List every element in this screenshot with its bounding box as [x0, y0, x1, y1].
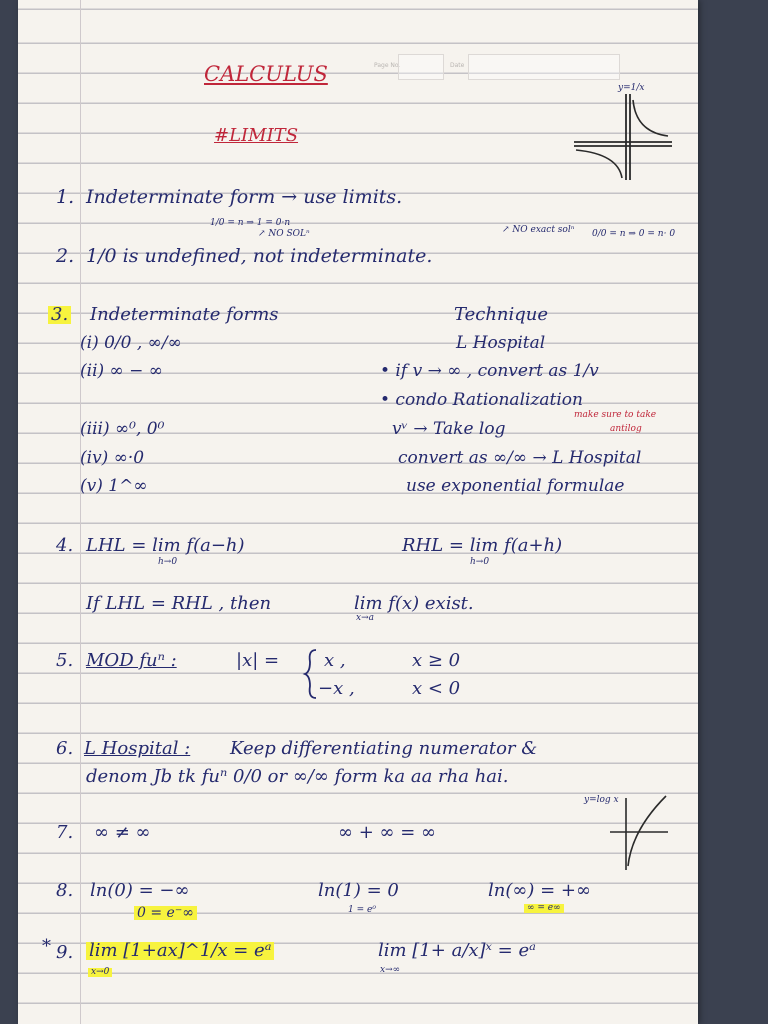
notebook-page: [18, 0, 698, 1024]
rhl-formula: RHL = lim f(a+h): [402, 535, 563, 556]
item-8-number: 8.: [56, 880, 74, 901]
page-title: CALCULUS: [204, 62, 328, 86]
limit-condition-sub: x→a: [356, 613, 374, 623]
technique-6: use exponential formulae: [406, 476, 625, 496]
mod-case-2: −x ,: [318, 678, 355, 699]
item-1-text: Indeterminate form → use limits.: [86, 186, 403, 208]
item-6-number: 6.: [56, 738, 74, 759]
margin-line: [80, 0, 81, 1024]
technique-2: • if v → ∞ , convert as 1/v: [380, 361, 599, 381]
item-9-number: 9.: [56, 942, 74, 963]
item-6-line-2: denom Jb tk fuⁿ 0/0 or ∞/∞ form ka aa rha hai.: [86, 766, 509, 787]
date-label: Date: [450, 62, 465, 69]
form-3: (iii) ∞⁰, 0⁰: [80, 419, 165, 439]
page-no-box: [398, 54, 444, 80]
date-box: [468, 54, 620, 80]
item-7-b: ∞ + ∞ = ∞: [338, 822, 437, 843]
item-2-note-far: 0/0 = n ⇒ 0 = n· 0: [592, 229, 676, 239]
lhl-formula: LHL = lim f(a−h): [86, 535, 245, 556]
page-no-label: Page No.: [374, 62, 401, 69]
mod-function-label: MOD fuⁿ :: [86, 650, 177, 671]
form-2: (ii) ∞ − ∞: [80, 361, 163, 381]
graph-label-reciprocal: y=1/x: [618, 83, 645, 93]
limit-formula-1: lim [1+ax]^1/x = eᵃ: [86, 942, 274, 960]
mod-case-1: x ,: [324, 650, 346, 671]
limit-condition-a: If LHL = RHL , then: [86, 593, 272, 614]
red-note-1: make sure to take: [574, 410, 657, 420]
ln-zero: ln(0) = −∞: [90, 880, 190, 901]
item-3-number: 3.: [48, 306, 71, 324]
graph-label-log: y=log x: [584, 795, 619, 805]
item-4-number: 4.: [56, 535, 74, 556]
item-2-number: 2.: [56, 245, 75, 267]
technique-1: L Hospital: [456, 333, 546, 353]
lhospital-label: L Hospital :: [84, 738, 191, 759]
technique-4: vᵛ → Take log: [392, 419, 506, 439]
star-mark: *: [42, 936, 51, 957]
item-7-number: 7.: [56, 822, 74, 843]
ln-one: ln(1) = 0: [318, 880, 399, 901]
form-4: (iv) ∞·0: [80, 448, 145, 468]
limit-formula-2: lim [1+ a/x]ˣ = eᵃ: [378, 940, 536, 961]
limit-condition-b: lim f(x) exist.: [354, 593, 474, 614]
form-1: (i) 0/0 , ∞/∞: [80, 333, 182, 353]
brace: [304, 648, 318, 700]
item-1-number: 1.: [56, 186, 75, 208]
form-5: (v) 1^∞: [80, 476, 148, 496]
mod-condition-1: x ≥ 0: [412, 650, 461, 671]
technique-heading: Technique: [454, 304, 549, 325]
reciprocal-graph: [566, 88, 676, 188]
item-5-number: 5.: [56, 650, 74, 671]
log-graph: [608, 790, 678, 874]
technique-3: • condo Rationalization: [380, 390, 583, 410]
item-2-note-right: ↗ NO exact solⁿ: [502, 225, 575, 235]
item-2-text: 1/0 is undefined, not indeterminate.: [86, 245, 433, 267]
item-2-note-left2: ↗ NO SOLⁿ: [258, 229, 310, 239]
indeterminate-forms-heading: Indeterminate forms: [90, 304, 279, 325]
ln-zero-sub: 0 = e⁻∞: [134, 906, 197, 920]
section-title: #LIMITS: [214, 125, 299, 146]
item-6-line-1: Keep differentiating numerator &: [230, 738, 538, 759]
technique-5: convert as ∞/∞ → L Hospital: [398, 448, 642, 468]
limit-formula-2-sub: x→∞: [380, 965, 401, 975]
item-7-a: ∞ ≠ ∞: [94, 822, 151, 843]
mod-condition-2: x < 0: [412, 678, 461, 699]
red-note-2: antilog: [610, 424, 642, 434]
limit-formula-1-sub: x→0: [88, 968, 112, 977]
ln-infinity-sub: ∞ = e∞: [524, 904, 564, 913]
mod-lhs: |x| =: [236, 650, 280, 671]
lhl-limit-sub: h→0: [158, 557, 178, 567]
ln-infinity: ln(∞) = +∞: [488, 880, 591, 901]
ln-one-sub: 1 = e⁰: [348, 905, 376, 915]
rhl-limit-sub: h→0: [470, 557, 490, 567]
item-2-note-left: 1/0 = n ⇒ 1 = 0·n: [210, 218, 291, 228]
